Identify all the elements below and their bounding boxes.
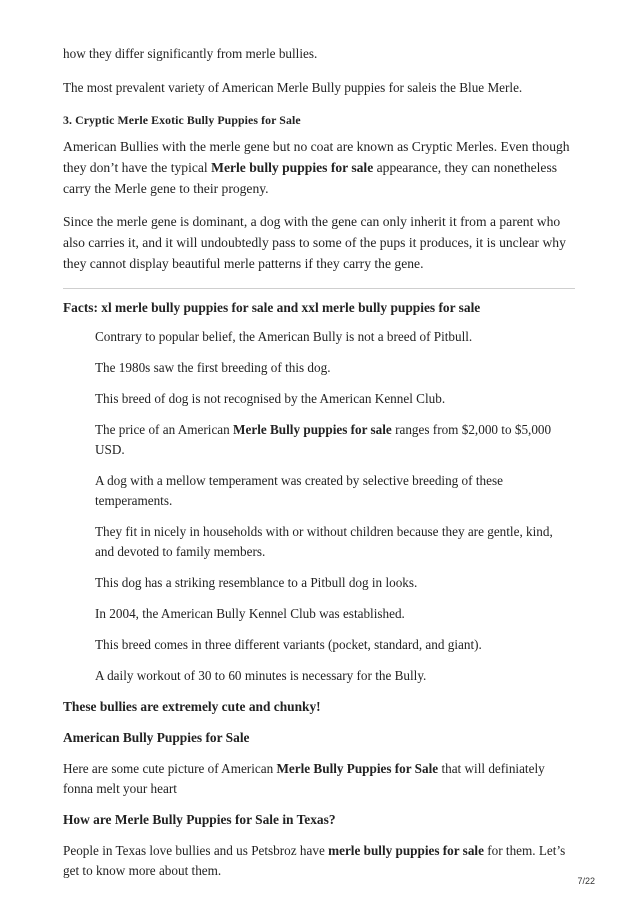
paragraph-merle-gene: Since the merle gene is dominant, a dog with the gene can only inherit it from a parent who also carries it, and it will undoubtedly pass to some of the pups it produces, it is unclear why they cannot display beautiful merle patterns if they carry the gene. [63,214,566,271]
list-item: A daily workout of 30 to 60 minutes is necessary for the Bully. [95,668,427,683]
text-run: appearance, they can nonetheless carry the Merle gene to their progeny. [63,160,558,196]
heading-american-bully-puppies: American Bully Puppies for Sale [63,730,250,745]
text-run: for them. Let’s get to know more about them. [63,843,566,878]
section-divider [63,288,575,289]
paragraph-texas [63,841,575,881]
list-item: This breed comes in three different variants (pocket, standard, and giant). [95,637,482,652]
list-item: They fit in nicely in households with or without children because they are gentle, kind, and devoted to family members. [95,524,553,559]
text-run: American Bullies with the merle gene but no coat are known as Cryptic Merles. Even though they don’t have the typical [63,139,570,175]
paragraph-cute-pictures [63,759,575,799]
text-run: The price of an American [95,422,234,437]
text-run: People in Texas love bullies and us Petsbroz have [63,843,329,858]
text-run: that will definiately fonna melt your heart [63,761,545,796]
paragraph-cryptic-merle [63,136,575,199]
list-item: This dog has a striking resemblance to a Pitbull dog in looks. [95,575,418,590]
list-item: The 1980s saw the first breeding of this dog. [95,360,331,375]
facts-heading: Facts: xl merle bully puppies for sale and xxl merle bully puppies for sale [63,300,481,315]
list-item: Contrary to popular belief, the American Bully is not a breed of Pitbull. [95,329,473,344]
text-run: Here are some cute picture of American [63,761,277,776]
paragraph-blue-merle: The most prevalent variety of American Merle Bully puppies for saleis the Blue Merle. [63,80,523,95]
bold-text-run: Merle Bully Puppies for Sale [276,761,439,776]
facts-list [95,327,575,686]
document-page [63,42,575,881]
heading-texas: How are Merle Bully Puppies for Sale in Texas? [63,812,336,827]
list-item [95,420,575,460]
bold-text-run: merle bully puppies for sale [328,843,484,858]
text-run: ranges from $2,000 to $5,000 USD. [95,422,552,457]
list-item: In 2004, the American Bully Kennel Club was established. [95,606,405,621]
bold-text-run: Merle bully puppies for sale [211,160,374,175]
paragraph-continuation: how they differ significantly from merle bullies. [63,46,318,61]
bold-text-run: Merle Bully puppies for sale [233,422,392,437]
heading-cute-chunky: These bullies are extremely cute and chunky! [63,699,321,714]
list-item: A dog with a mellow temperament was created by selective breeding of these temperaments. [95,473,503,508]
page-number: 7/22 [577,876,595,886]
list-item: This breed of dog is not recognised by the American Kennel Club. [95,391,446,406]
section-heading-cryptic-merle: 3. Cryptic Merle Exotic Bully Puppies for Sale [63,113,301,127]
